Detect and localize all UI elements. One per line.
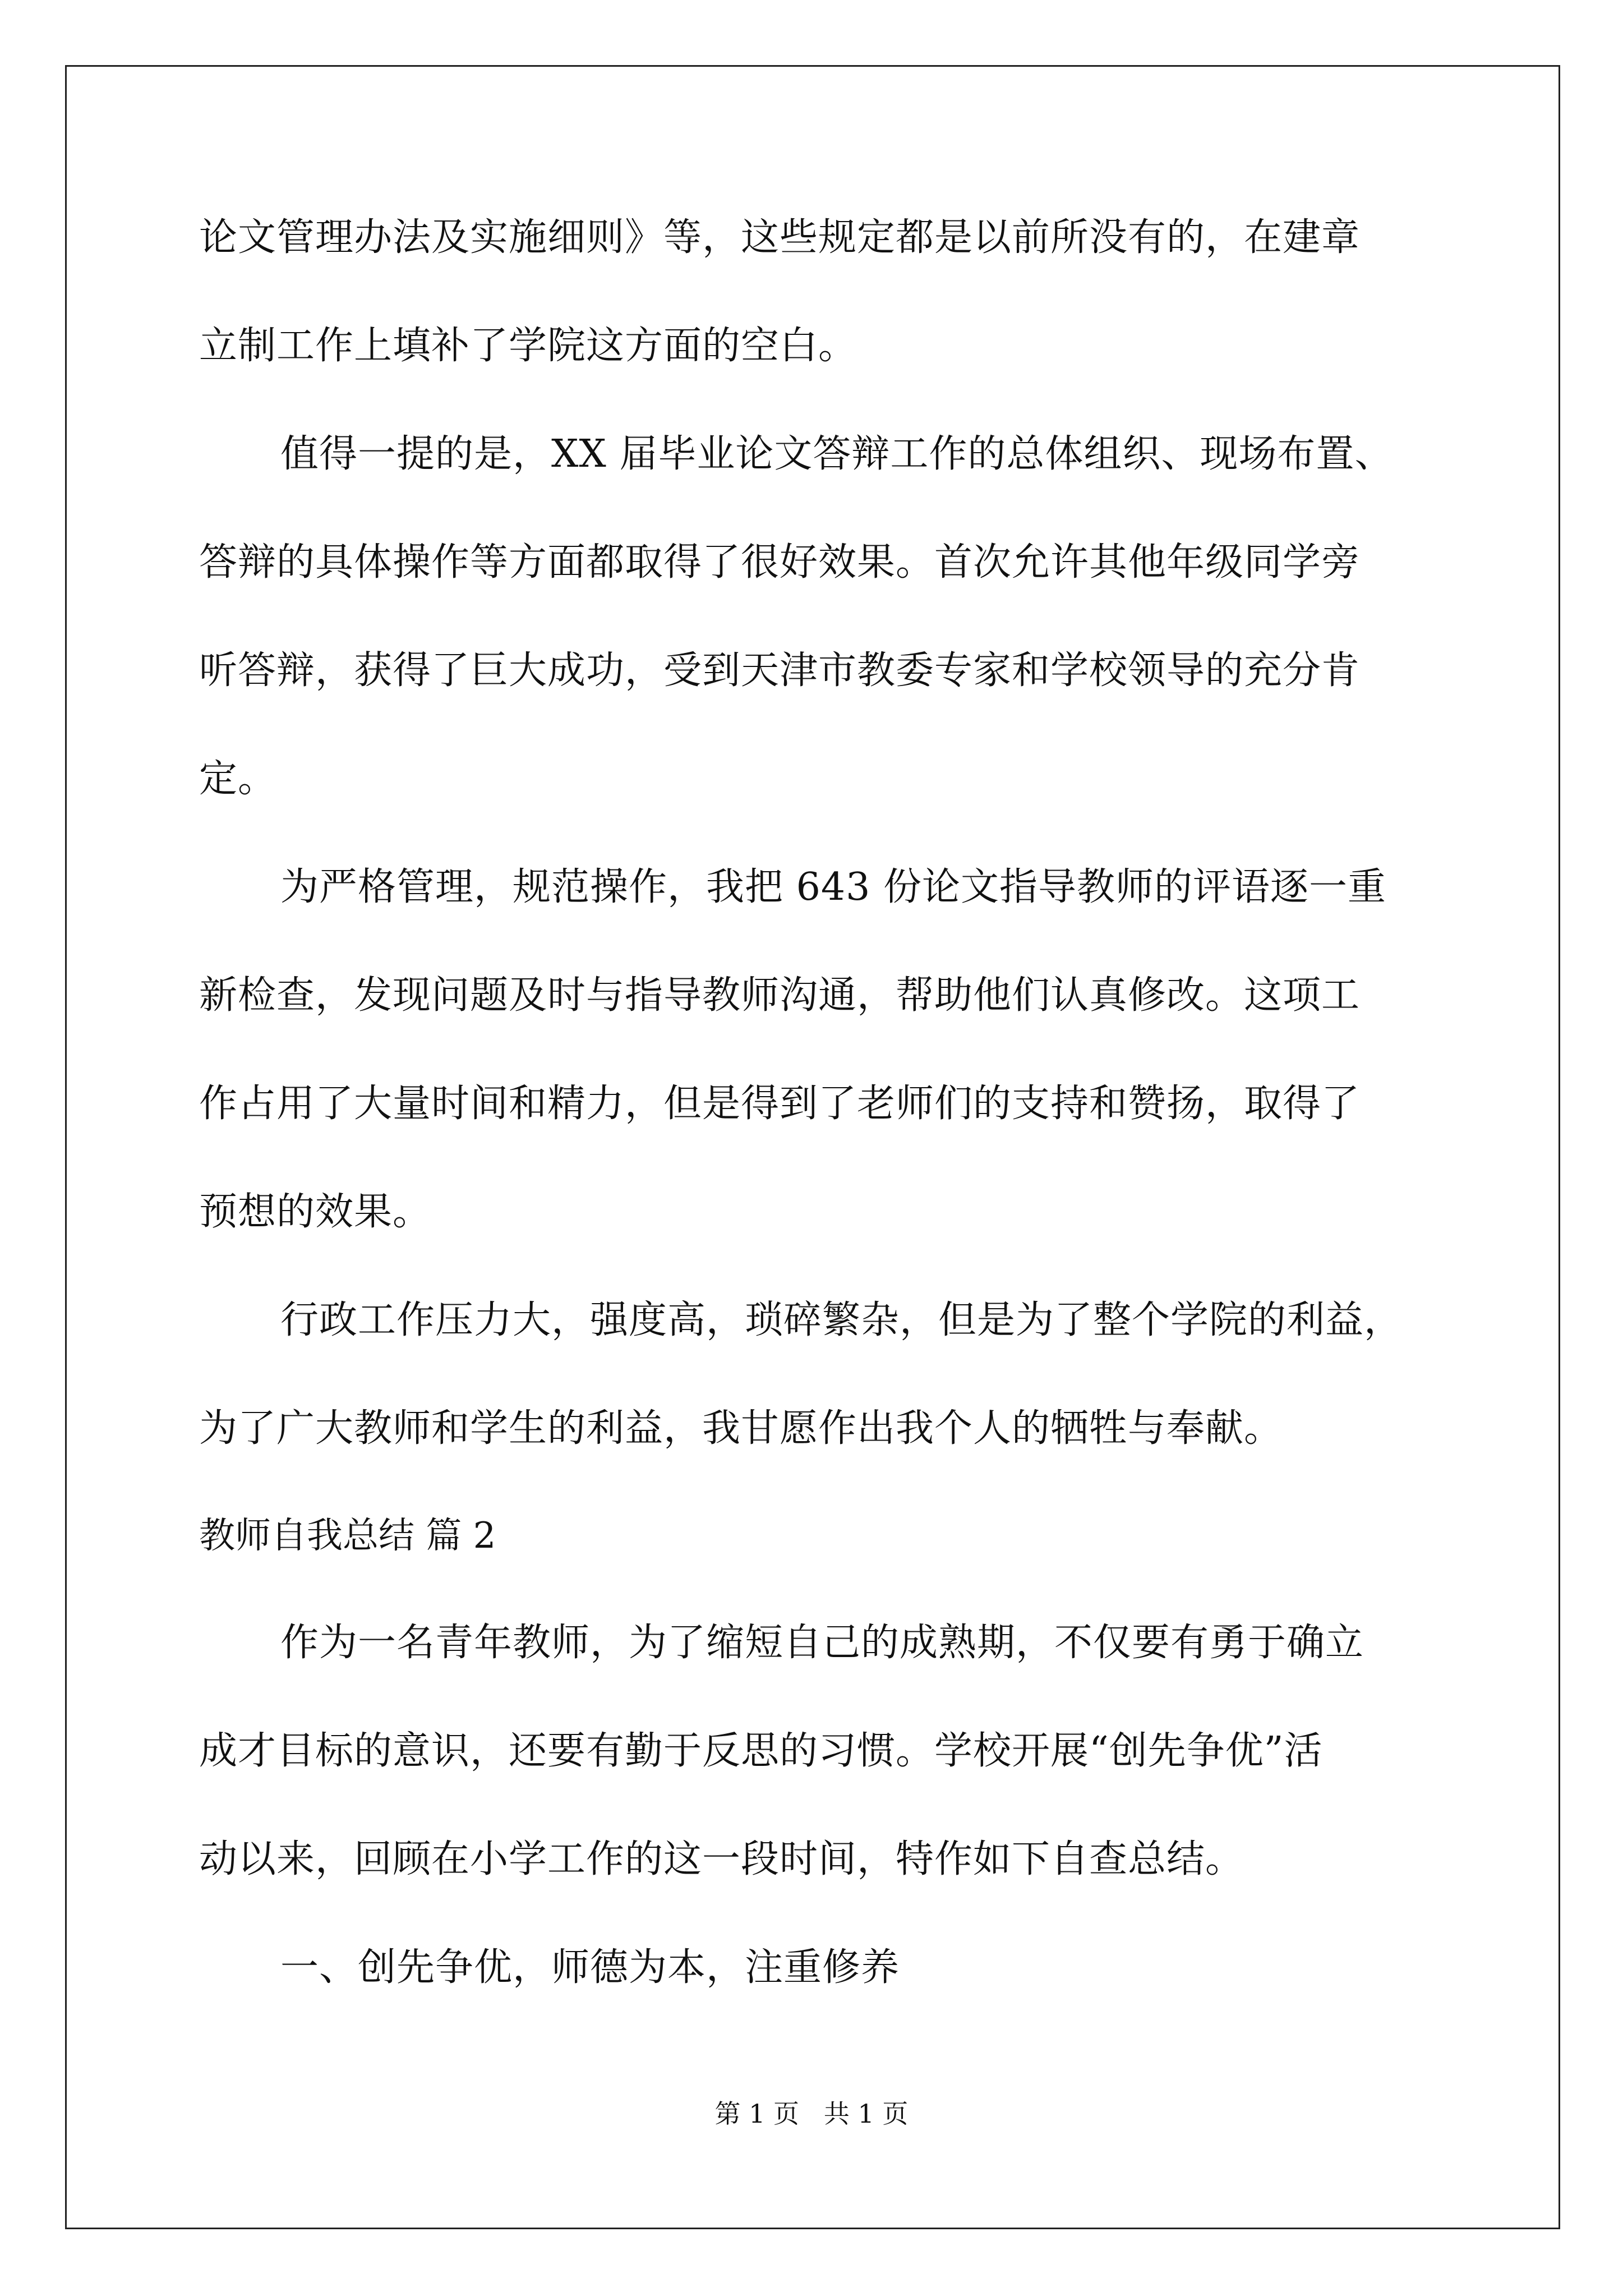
document-body [199,215,1467,2057]
paragraph-start: 作为一名青年教师，为了缩短自己的成熟期，不仅要有勇于确立 [280,1621,1364,1665]
text-line: 定。 [199,757,277,801]
paragraph-start: 为严格管理，规范操作，我把 643 份论文指导教师的评语逐一重 [280,865,1387,909]
text-line: 新检查，发现问题及时与指导教师沟通，帮助他们认真修改。这项工 [199,973,1361,1018]
page-footer: 第 1 页 共 1 页 [714,2099,909,2129]
text-line: 听答辩，获得了巨大成功，受到天津市教委专家和学校领导的充分肯 [199,648,1361,693]
text-line: 为了广大教师和学生的利益，我甘愿作出我个人的牺牲与奉献。 [199,1406,1283,1451]
text-line: 预想的效果。 [199,1190,432,1234]
text-line: 作占用了大量时间和精力，但是得到了老师们的支持和赞扬，取得了 [199,1082,1361,1126]
section-heading: 教师自我总结 篇 2 [199,1515,496,1557]
text-line: 动以来，回顾在小学工作的这一段时间，特作如下自查总结。 [199,1837,1244,1881]
text-line: 立制工作上填补了学院这方面的空白。 [199,324,857,368]
paragraph-start: 值得一提的是，XX 届毕业论文答辩工作的总体组织、现场布置、 [280,432,1394,476]
subheading: 一、创先争优，师德为本，注重修养 [280,1945,900,1990]
paragraph-start: 行政工作压力大，强度高，琐碎繁杂，但是为了整个学院的利益， [280,1298,1403,1342]
text-line: 答辩的具体操作等方面都取得了很好效果。首次允许其他年级同学旁 [199,540,1361,585]
text-line: 论文管理办法及实施细则》等，这些规定都是以前所没有的，在建章 [199,215,1361,260]
text-line: 成才目标的意识，还要有勤于反思的习惯。学校开展“创先争优”活 [199,1729,1323,1773]
